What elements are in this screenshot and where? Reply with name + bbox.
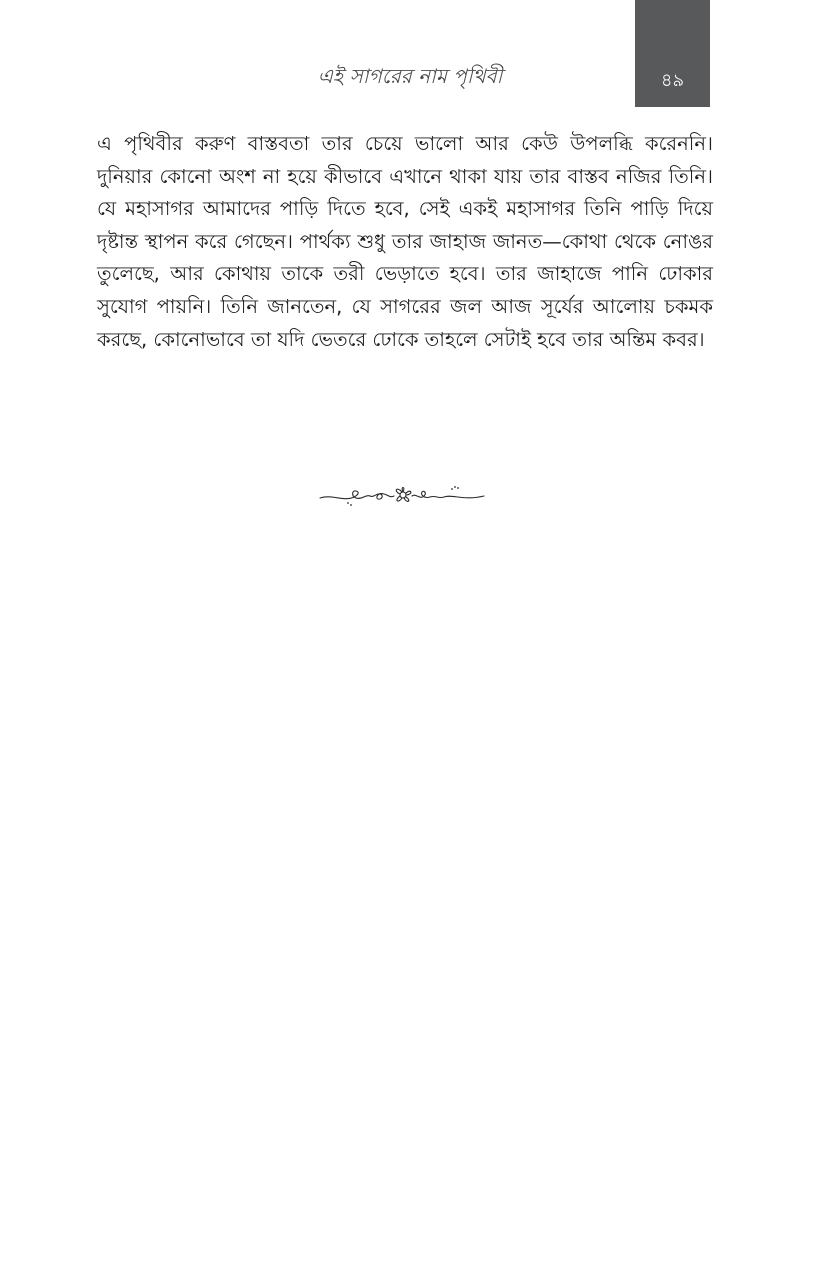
page-number-tab bbox=[635, 0, 710, 107]
floral-divider-icon bbox=[318, 476, 488, 516]
running-title: এই সাগরের নাম পৃথিবী bbox=[317, 64, 503, 88]
page-number: ৪৯ bbox=[660, 70, 685, 91]
body-paragraph: এ পৃথিবীর করুণ বাস্তবতা তার চেয়ে ভালো আর কেউ উপলব্ধি করেননি। দুনিয়ার কোনো অংশ না হয়ে কীভাবে এখানে থাকা যায় তার বাস্তব নজির তিনি। যে মহাসাগর আমাদের পাড়ি দিতে হবে, সেই একই মহাসাগর তিনি পাড়ি দিয়ে দৃষ্টান্ত স্থাপন করে গেছেন। পার্থক্য শুধু তার জাহাজ জানত—কোথা থেকে নোঙর তুলেছে, আর কোথায় তাকে তরী ভেড়াতে হবে। তার জাহাজে পানি ঢোকার সুযোগ পায়নি। তিনি জানতেন, যে সাগরের জল আজ সূর্যের আলোয় চকমক করছে, কোনোভাবে তা যদি ভেতরে ঢোকে তাহলে সেটাই হবে তার অন্তিম কবর। bbox=[97, 132, 713, 351]
